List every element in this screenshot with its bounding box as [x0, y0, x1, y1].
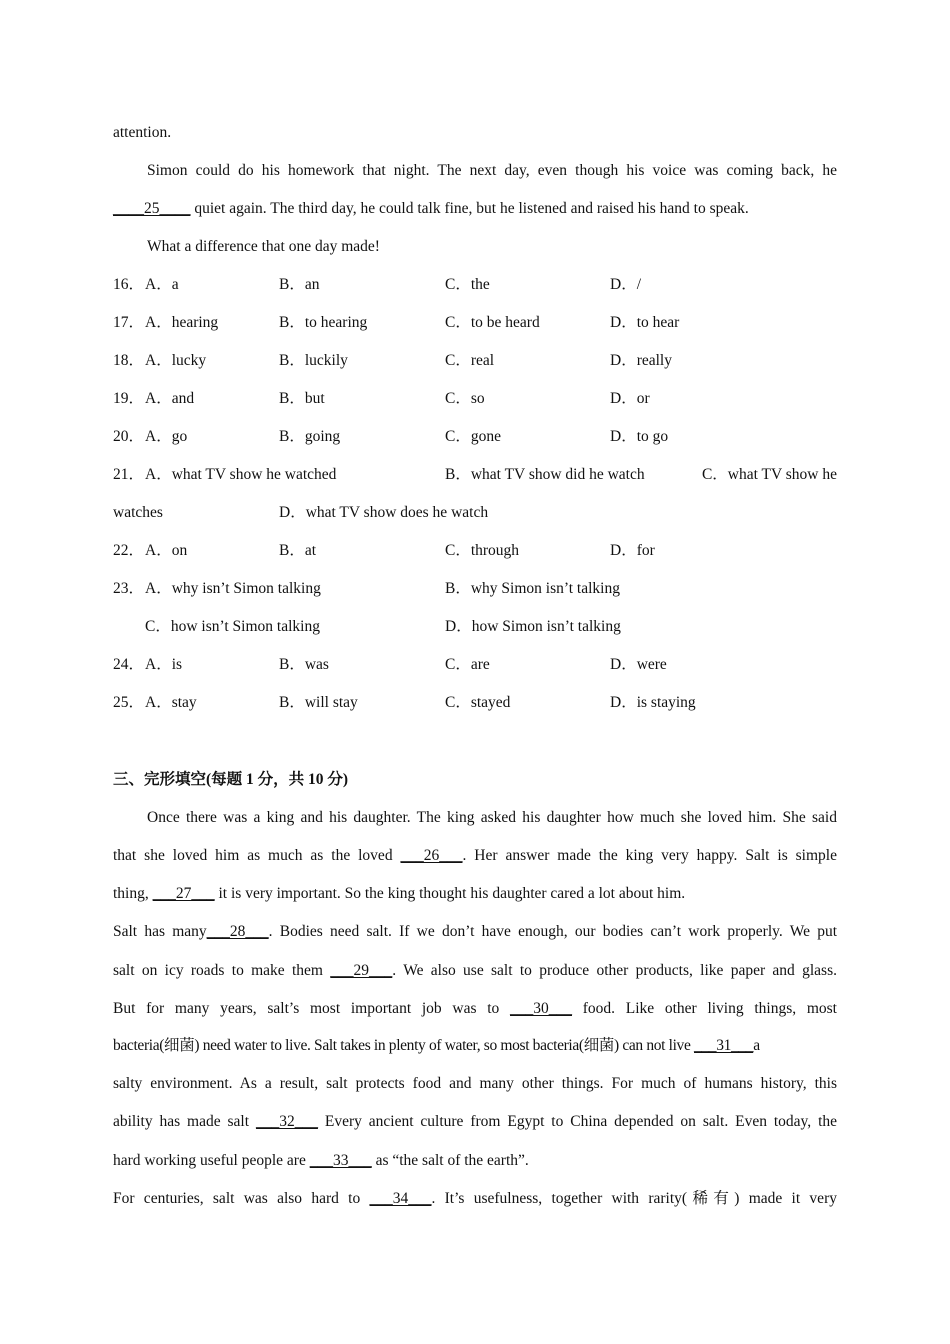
blank-29: ___29___: [330, 962, 393, 979]
option-c: C．stayed: [445, 694, 511, 711]
passage-line: bacteria(细菌) need water to live. Salt takes in plenty of water, so most bacteria(细菌) can not live ___31___a: [113, 1037, 760, 1054]
passage-line: Salt has many___28___. Bodies need salt. If we don’t have enough, our bodies can’t work properly. We put: [113, 923, 837, 940]
option-a: A．stay: [145, 694, 197, 711]
option-a: A．and: [145, 390, 195, 407]
passage-line: Simon could do his homework that night. The next day, even though his voice was coming back, he: [147, 162, 837, 179]
option-d: D．or: [610, 390, 650, 407]
question-23-continued: [113, 617, 837, 637]
question-16: 16． A．a B．an C．the D．/: [113, 276, 642, 293]
passage-line: hard working useful people are ___33___ as “the salt of the earth”.: [113, 1152, 529, 1169]
option-d: D．/: [610, 276, 642, 293]
option-a: A．go: [145, 428, 188, 445]
option-c: C．are: [445, 656, 490, 673]
blank-33: ___33___: [309, 1152, 372, 1169]
blank-32: ___32___: [255, 1113, 318, 1130]
option-c: C．gone: [445, 428, 501, 445]
option-d: D．what TV show does he watch: [279, 504, 489, 521]
option-b: B．to hearing: [279, 314, 368, 331]
option-d: D．for: [610, 542, 655, 559]
option-b: B．was: [279, 656, 329, 673]
option-c: C．so: [445, 390, 485, 407]
question-18: 18． A．lucky B．luckily C．real D．really: [113, 352, 672, 369]
option-a: A．why isn’t Simon talking: [145, 580, 321, 597]
option-d: D．really: [610, 352, 672, 369]
question-21: 21． A．what TV show he watched B．what TV show did he watch C．what TV show he: [113, 466, 837, 483]
blank-27: ___27___: [152, 885, 215, 902]
passage-line: ability has made salt ___32___ Every ancient culture from Egypt to China depended on salt. Even today, the: [113, 1113, 838, 1130]
option-c: C．what TV show he: [701, 466, 837, 483]
blank-31: ___31___: [694, 1037, 754, 1054]
question-24: 24． A．is B．was C．are D．were: [113, 656, 667, 673]
option-d: D．how Simon isn’t talking: [445, 618, 621, 635]
option-a: A．hearing: [145, 314, 219, 331]
question-17: 17． A．hearing B．to hearing C．to be heard D．to hear: [113, 314, 680, 331]
option-b: B．luckily: [279, 352, 348, 369]
blank-30: ___30___: [510, 1000, 572, 1017]
blank-28: ___28___: [206, 923, 269, 940]
option-b: B．what TV show did he watch: [445, 466, 645, 483]
option-c: C．how isn’t Simon talking: [145, 618, 320, 635]
option-b: B．why Simon isn’t talking: [445, 580, 620, 597]
passage-line: salt on icy roads to make them ___29___. We also use salt to produce other products, like paper and glass.: [113, 962, 837, 979]
option-a: A．is: [145, 656, 183, 673]
question-22: 22． A．on B．at C．through D．for: [113, 542, 655, 559]
option-a: A．what TV show he watched: [145, 466, 337, 483]
question-25: 25． A．stay B．will stay C．stayed D．is staying: [113, 694, 696, 711]
option-a: A．lucky: [145, 352, 207, 369]
question-23: 23． A．why isn’t Simon talking B．why Simon isn’t talking: [113, 580, 620, 597]
option-c: C．the: [445, 276, 490, 293]
option-b: B．an: [279, 276, 320, 293]
option-a: A．a: [145, 276, 179, 293]
option-d: D．to go: [610, 428, 669, 445]
option-d: D．were: [610, 656, 667, 673]
option-b: B．at: [279, 542, 317, 559]
option-a: A．on: [145, 542, 188, 559]
option-d: D．to hear: [610, 314, 680, 331]
option-b: B．will stay: [279, 694, 358, 711]
passage-line: attention.: [113, 124, 172, 141]
option-c: C．to be heard: [445, 314, 540, 331]
passage-line: Once there was a king and his daughter. The king asked his daughter how much she loved him. She said: [147, 809, 837, 826]
section-heading: 三、完形填空(每题 1 分，共 10 分): [113, 771, 349, 788]
blank-34: ___34___: [369, 1190, 432, 1207]
option-d: D．is staying: [610, 694, 696, 711]
passage-line: that she loved him as much as the loved ___26___. Her answer made the king very happy. Salt is simple: [113, 847, 837, 864]
question-20: 20． A．go B．going C．gone D．to go: [113, 428, 669, 445]
passage-line: But for many years, salt’s most important job was to ___30___ food. Like other living things, most: [113, 1000, 837, 1017]
blank-25: ____25____: [113, 200, 191, 217]
blank-26: ___26___: [400, 847, 463, 864]
question-21-continued: watches D．what TV show does he watch: [113, 504, 489, 521]
passage-line: salty environment. As a result, salt protects food and many other things. For much of humans history, this: [113, 1075, 837, 1092]
option-c: C．through: [445, 542, 520, 559]
option-b: B．but: [279, 390, 325, 407]
passage-line: ____25____ quiet again. The third day, he could talk fine, but he listened and raised his hand to speak.: [113, 200, 749, 217]
question-19: 19． A．and B．but C．so D．or: [113, 390, 650, 407]
passage-line: thing, ___27___ it is very important. So the king thought his daughter cared a lot about him.: [113, 885, 686, 902]
passage-line: What a difference that one day made!: [147, 238, 380, 255]
option-c: C．real: [445, 352, 495, 369]
option-b: B．going: [279, 428, 341, 445]
passage-line: For centuries, salt was also hard to ___34___. It’s usefulness, together with rarity(稀有) made it very: [113, 1190, 837, 1207]
